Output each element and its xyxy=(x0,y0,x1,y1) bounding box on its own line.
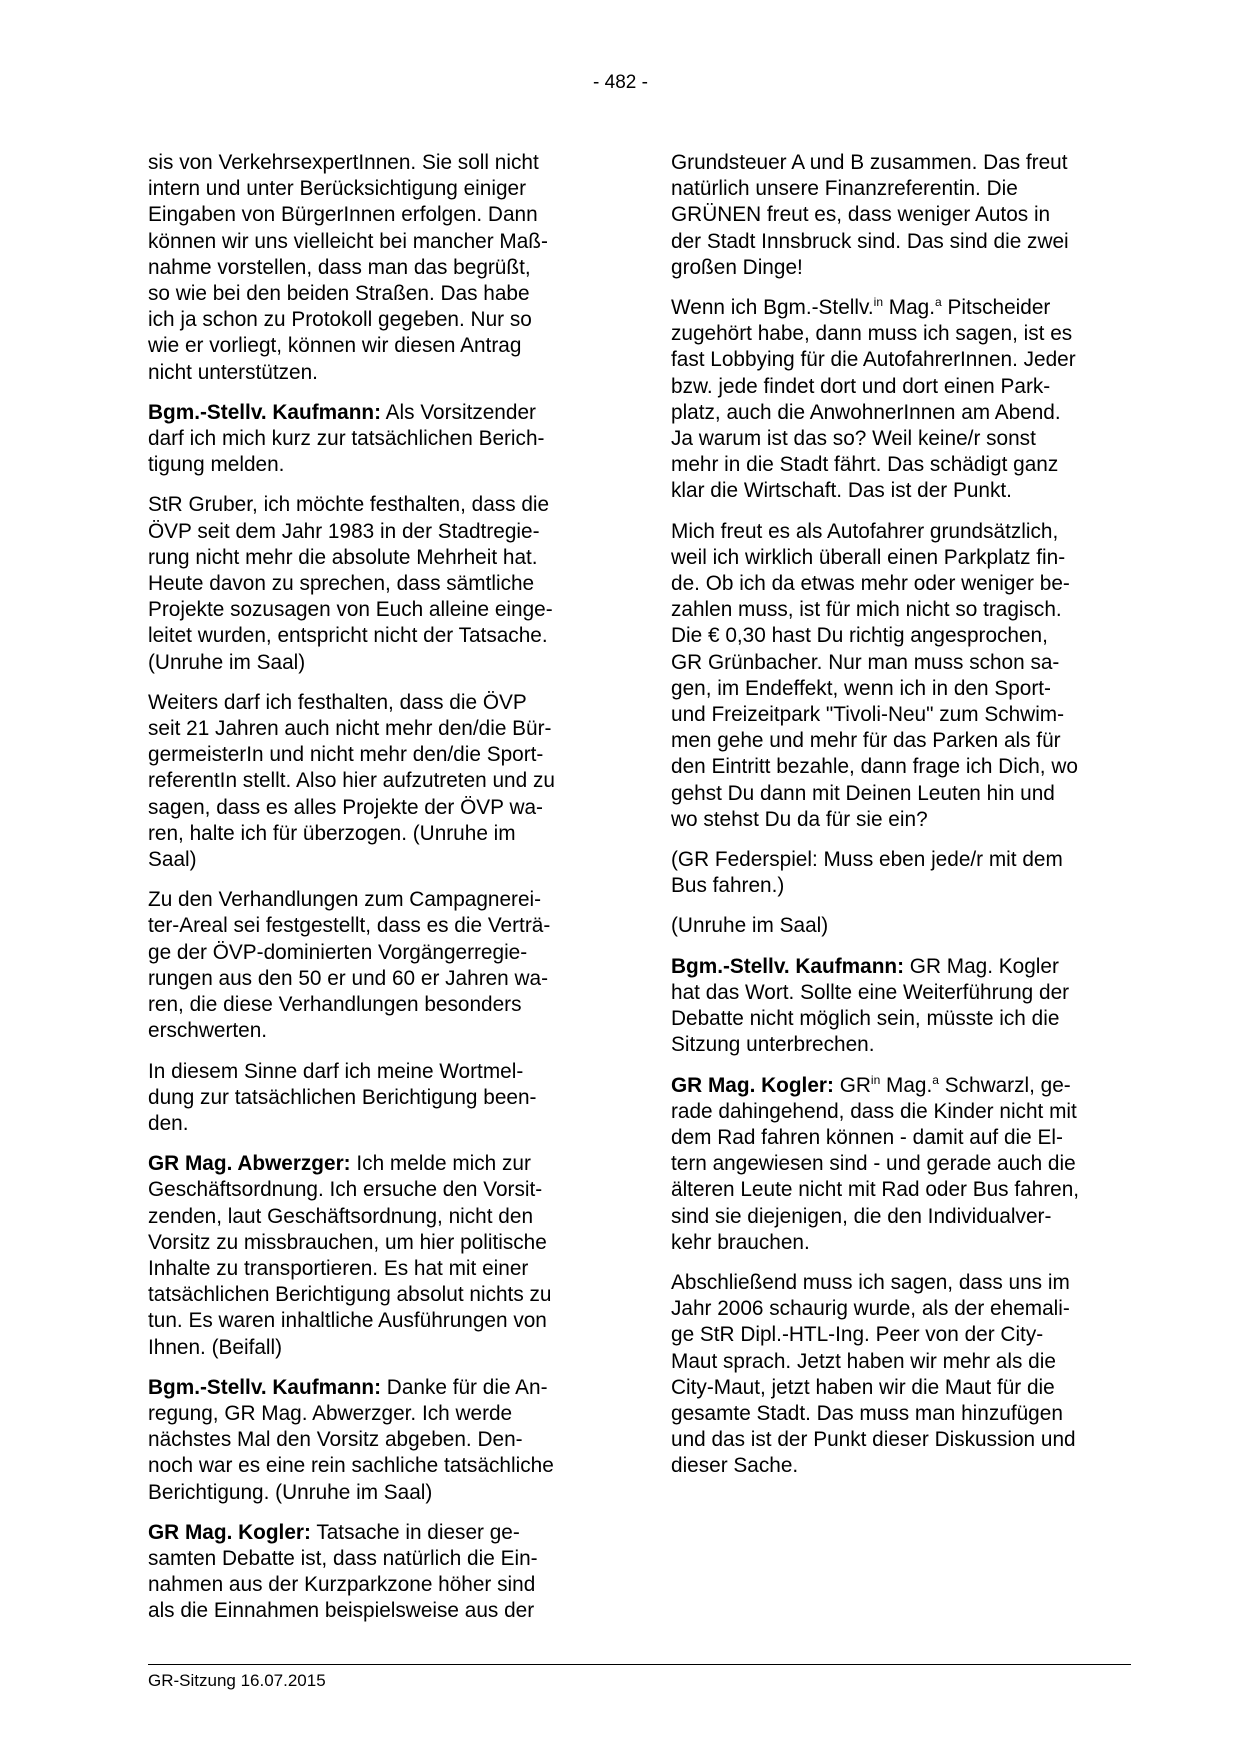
paragraph: Grundsteuer A und B zusammen. Das freut natürlich unsere Finanzreferentin. Die GRÜNEN freut es, dass weniger Autos in der Stadt Innsbruck sind. Das sind die zwei großen Dinge! xyxy=(671,151,1069,279)
speaker-name: Bgm.-Stellv. Kaufmann: xyxy=(148,400,382,424)
speech-paragraph: GR Mag. Kogler: Tatsache in dieser ge- samten Debatte ist, dass natürlich die Ein- nahmen aus der Kurzparkzone höher sind als die Einnahmen beispielsweise aus der xyxy=(148,1520,538,1623)
speech-paragraph: Bgm.-Stellv. Kaufmann: Danke für die An- regung, GR Mag. Abwerzger. Ich werde nächstes Mal den Vorsitz abgeben. Den- noch war es eine rein sachliche tatsächliche Berichtigung. (Unruhe im Saal) xyxy=(148,1375,554,1504)
paragraph: StR Gruber, ich möchte festhalten, dass die ÖVP seit dem Jahr 1983 in der Stadtregie- rung nicht mehr die absolute Mehrheit hat. Heute davon zu sprechen, dass sämtliche Projekte sozusagen von Euch alleine einge- leitet wurden, entspricht nicht der Tatsache. (Unruhe im Saal) xyxy=(148,493,553,674)
speaker-name: Bgm.-Stellv. Kaufmann: xyxy=(671,954,905,978)
right-column xyxy=(671,150,1132,1494)
page-number: - 482 - xyxy=(593,72,648,93)
paragraph: In diesem Sinne darf ich meine Wortmel- dung zur tatsächlichen Berichtigung been- den. xyxy=(148,1059,537,1135)
interjection: (GR Federspiel: Muss eben jede/r mit dem Bus fahren.) xyxy=(671,848,1063,898)
paragraph: Wenn ich Bgm.-Stellv.$^{in}$ Mag.$^a$ Pitscheider zugehört habe, dann muss ich sagen, ist es fast Lobbying für die AutofahrerInnen. Jeder bzw. jede findet dort und dort einen Park- platz, auch die AnwohnerInnen am Abend. Ja warum ist das so? Weil keine/r sonst mehr in die Stadt fährt. Das schädigt ganz klar die Wirtschaft. Das ist der Punkt. xyxy=(671,295,1076,503)
speaker-name: Bgm.-Stellv. Kaufmann: xyxy=(148,1375,382,1399)
paragraph: Weiters darf ich festhalten, dass die ÖVP seit 21 Jahren auch nicht mehr den/die Bür- germeisterIn und nicht mehr den/die Sport- referentIn stellt. Also hier aufzutreten und zu sagen, dass es alles Projekte der ÖVP wa- ren, halte ich für überzogen. (Unruhe im Saal) xyxy=(148,690,555,872)
speech-paragraph: Bgm.-Stellv. Kaufmann: Als Vorsitzender darf ich mich kurz zur tatsächlichen Berich- tigung melden. xyxy=(148,400,545,477)
paragraph: sis von VerkehrsexpertInnen. Sie soll nicht intern und unter Berücksichtigung einiger Eingaben von BürgerInnen erfolgen. Dann können wir uns vielleicht bei mancher Maß- nahme vorstellen, dass man das begrüßt, so wie bei den beiden Straßen. Das habe ich ja schon zu Protokoll gegeben. Nur so wie er vorliegt, können wir diesen Antrag nicht unterstützen. xyxy=(148,151,548,384)
interjection: (Unruhe im Saal) xyxy=(671,914,829,938)
speaker-name: GR Mag. Abwerzger: xyxy=(148,1152,351,1176)
speech-paragraph: GR Mag. Kogler: $GR^{in}$ Mag.$^a$ Schwarzl, ge- rade dahingehend, dass die Kinder nicht mit dem Rad fahren können - damit auf die El- tern angewiesen sind - und gerade auch die älteren Leute nicht mit Rad oder Bus fahren, sind sie diejenigen, die den Individualver- kehr brauchen. xyxy=(671,1072,1080,1254)
paragraph: Zu den Verhandlungen zum Campagnerei- ter-Areal sei festgestellt, dass es die Verträ- ge der ÖVP-dominierten Vorgängerregie- rungen aus den 50 er und 60 er Jahren wa- ren, die diese Verhandlungen besonders erschwerten. xyxy=(148,888,551,1043)
speech-paragraph: Bgm.-Stellv. Kaufmann: GR Mag. Kogler hat das Wort. Sollte eine Weiterführung der Debatte nicht möglich sein, müsste ich die Sitzung unterbrechen. xyxy=(671,954,1070,1057)
speech-paragraph: GR Mag. Abwerzger: Ich melde mich zur Geschäftsordnung. Ich ersuche den Vorsit- zenden, laut Geschäftsordnung, nicht den Vorsitz zu missbrauchen, um hier politische Inhalte zu transportieren. Es hat mit einer tatsächlichen Berichtigung absolut nichts zu tun. Es waren inhaltliche Ausführungen von Ihnen. (Beifall) xyxy=(148,1152,552,1359)
left-column xyxy=(148,150,608,1639)
paragraph: Mich freut es als Autofahrer grundsätzlich, weil ich wirklich überall einen Parkplatz fin- de. Ob ich da etwas mehr oder weniger be- zahlen muss, ist für mich nicht so tragisch. Die € 0,30 hast Du richtig angesprochen, GR Grünbacher. Nur man muss schon sa- gen, im Endeffekt, wenn ich in den Sport- und Freizeitpark "Tivoli-Neu" zum Schwim- men gehe und mehr für das Parken als für den Eintritt bezahle, dann frage ich Dich, wo gehst Du dann mit Deinen Leuten hin und wo stehst Du da für sie ein? xyxy=(671,519,1078,831)
footer-divider xyxy=(148,1664,1131,1665)
speaker-name: GR Mag. Kogler: xyxy=(148,1520,311,1544)
footer-session-date: GR-Sitzung 16.07.2015 xyxy=(148,1671,326,1690)
speaker-name: GR Mag. Kogler: xyxy=(671,1073,834,1097)
paragraph: Abschließend muss ich sagen, dass uns im Jahr 2006 schaurig wurde, als der ehemali- ge StR Dipl.-HTL-Ing. Peer von der City- Maut sprach. Jetzt haben wir mehr als die City-Maut, jetzt haben wir die Maut für die gesamte Stadt. Das muss man hinzufügen und das ist der Punkt dieser Diskussion und dieser Sache. xyxy=(671,1270,1076,1478)
